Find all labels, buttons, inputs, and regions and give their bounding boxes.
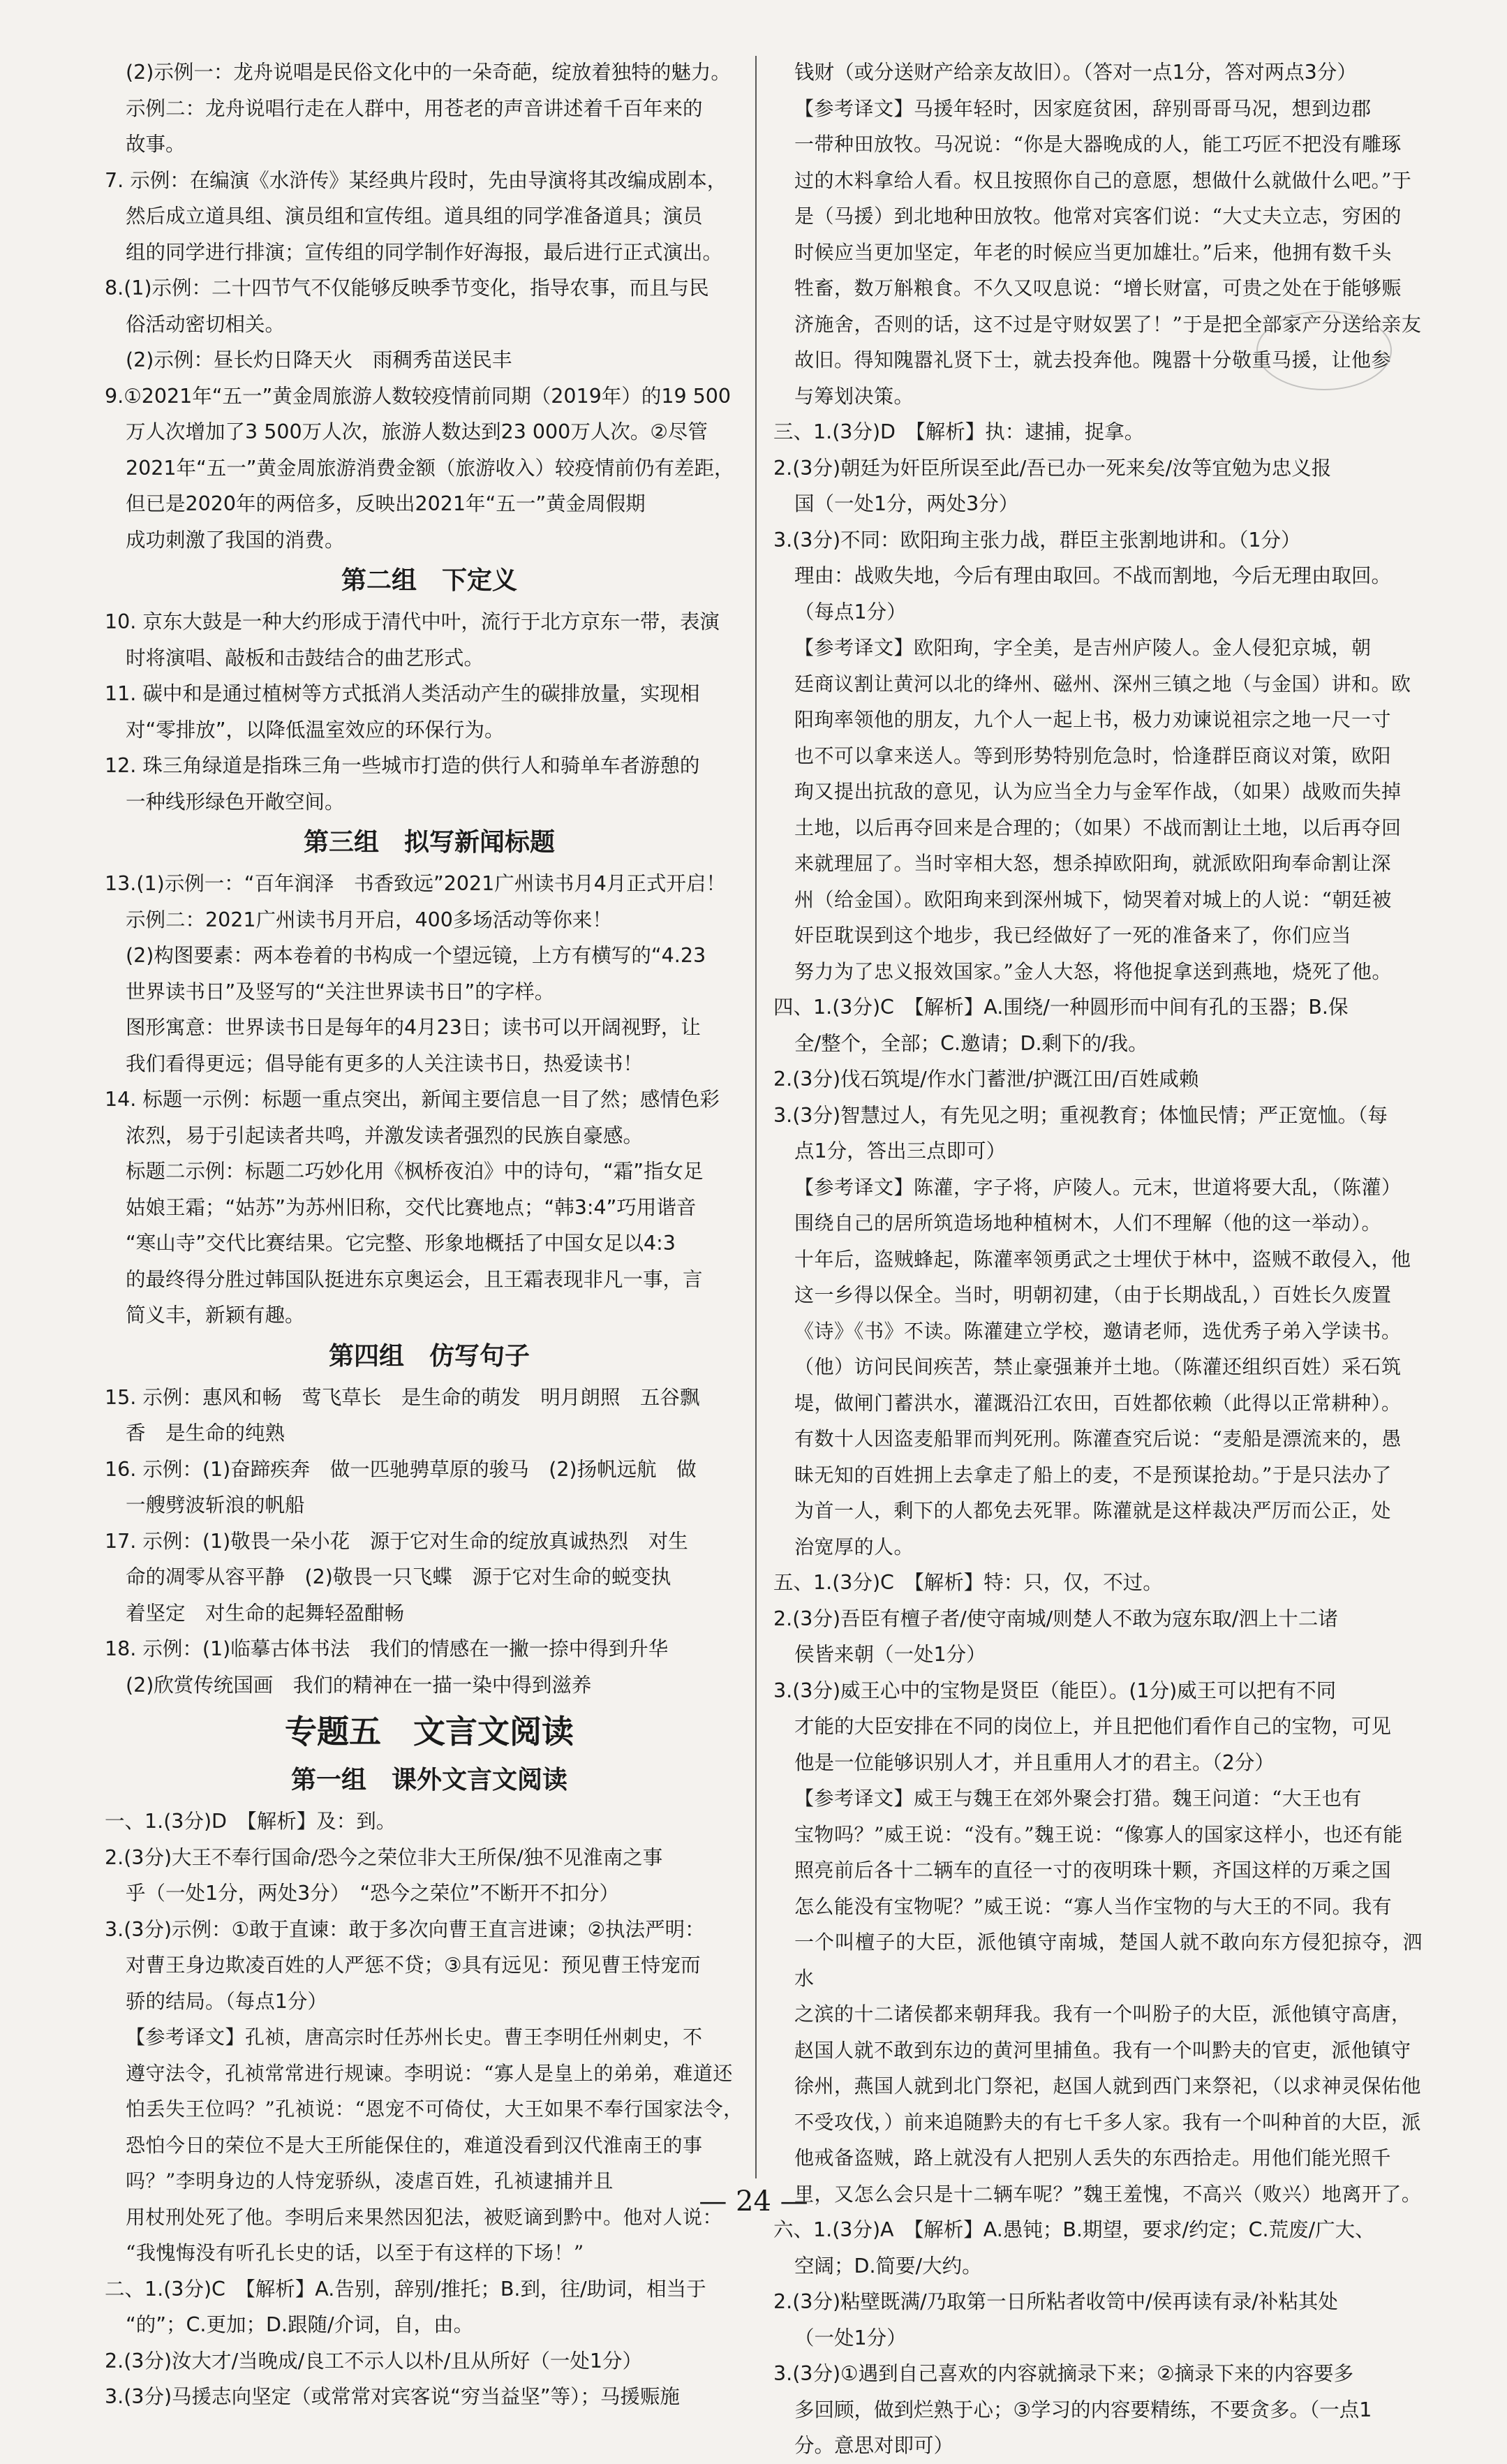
answer-line: 简义丰，新颖有趣。 — [126, 1304, 305, 1327]
answer-line: 时将演唱、敲板和击鼓结合的曲艺形式。 — [126, 646, 484, 670]
answer-line: 2.(3分)伐石筑堤/作水门蓄泄/护溉江田/百姓咸赖 — [773, 1068, 1199, 1091]
answer-line: 理由：战败失地，今后有理由取回。不战而割地，今后无理由取回。 — [794, 564, 1392, 587]
answer-line: 3.(3分)示例：①敢于直谏：敢于多次向曹王直言进谏；②执法严明： — [105, 1917, 705, 1941]
translation-line: 来就理屈了。当时宰相大怒，想杀掉欧阳珣，就派欧阳珣奉命割让深 — [794, 852, 1392, 875]
translation-line: 也不可以拿来送人。等到形势特别危急时，恰逢群臣商议对策，欧阳 — [794, 744, 1392, 767]
answer-line: 3.(3分)不同：欧阳珣主张力战，群臣主张割地讲和。（1分） — [773, 528, 1301, 552]
group-heading: 第三组 拟写新闻标题 — [303, 828, 555, 857]
answer-line: (2)构图要素：两本卷着的书构成一个望远镜，上方有横写的“4.23 — [126, 944, 706, 967]
column-divider — [755, 56, 757, 2178]
answer-line: 钱财（或分送财产给亲友故旧）。（答对一点1分，答对两点3分） — [794, 61, 1357, 84]
answer-line: 浓烈，易于引起读者共鸣，并激发读者强烈的民族自豪感。 — [126, 1123, 644, 1147]
answer-line: 骄的结局。（每点1分） — [126, 1989, 327, 2013]
right-column — [773, 54, 1423, 2464]
translation-line: 吗？”李明身边的人恃宠骄纵，凌虐百姓，孔祯逮捕并且 — [126, 2169, 614, 2192]
answer-line: 一艘劈波斩浪的帆船 — [126, 1493, 305, 1517]
answer-line: 我们看得更远；倡导能有更多的人关注读书日，热爱读书！ — [126, 1052, 644, 1075]
translation-line: 【参考译文】欧阳珣，字全美，是吉州庐陵人。金人侵犯京城，朝 — [794, 636, 1372, 659]
answer-line: （每点1分） — [794, 600, 907, 624]
answer-line: 分。意思对即可） — [794, 2434, 954, 2457]
answer-line: 点1分，答出三点即可） — [794, 1139, 1007, 1163]
answer-line: 六、1.(3分)A 【解析】A.愚钝；B.期望，要求/约定；C.荒废/广大、 — [773, 2218, 1375, 2241]
answer-line: 11. 碳中和是通过植树等方式抵消人类活动产生的碳排放量，实现相 — [105, 682, 700, 705]
translation-line: 堤，做闸门蓄洪水，灌溉沿江农田，百姓都依赖（此得以正常耕种）。 — [794, 1391, 1402, 1415]
answer-line: 侯皆来朝（一处1分） — [794, 1643, 986, 1666]
answer-line: 五、1.(3分)C 【解析】特：只，仅，不过。 — [773, 1571, 1163, 1594]
translation-line: 阳珣率领他的朋友，九个人一起上书，极力劝谏说祖宗之地一尺一寸 — [794, 708, 1392, 731]
page-number: — 24 — — [699, 2185, 808, 2218]
answer-line: 着坚定 对生命的起舞轻盈酣畅 — [126, 1601, 405, 1625]
answer-line: 3.(3分)①遇到自己喜欢的内容就摘录下来；②摘录下来的内容要多 — [773, 2362, 1354, 2385]
answer-line: 13.(1)示例一：“百年润泽 书香致远”2021广州读书月4月正式开启！ — [105, 872, 726, 895]
answer-line: 2.(3分)大王不奉行国命/恐今之荣位非大王所保/独不见淮南之事 — [105, 1845, 663, 1869]
translation-line: 一带种田放牧。马况说：“你是大器晚成的人，能工巧匠不把没有雕琢 — [794, 133, 1402, 156]
translation-line: 时候应当更加坚定，年老的时候应当更加雄壮。”后来，他拥有数千头 — [794, 240, 1392, 264]
answer-line: 香 是生命的纯熟 — [126, 1422, 285, 1445]
left-column — [105, 54, 754, 2415]
translation-line: 怕丢失王位吗？”孔祯说：“恩宠不可倚仗，大王如果不奉行国家法令， — [126, 2097, 743, 2120]
translation-line: 奸臣耽误到这个地步，我已经做好了一死的准备来了，你们应当 — [794, 924, 1352, 947]
answer-line: 乎（一处1分，两处3分） “恐今之荣位”不断开不扣分） — [126, 1882, 620, 1905]
translation-line: 之滨的十二诸侯都来朝拜我。我有一个叫肦子的大臣，派他镇守高唐， — [794, 2002, 1411, 2026]
translation-line: 过的木料拿给人看。权且按照你自己的意愿，想做什么就做什么吧。”于 — [794, 168, 1412, 192]
translation-line: “我愧悔没有听孔长史的话，以至于有这样的下场！” — [126, 2241, 584, 2264]
answer-line: 一种线形绿色开敞空间。 — [126, 790, 345, 813]
answer-line: 姑娘王霜；“姑苏”为苏州旧称，交代比赛地点；“韩3:4”巧用谐音 — [126, 1195, 697, 1219]
translation-line: 十年后，盗贼蜂起，陈灌率领勇武之士埋伏于林中，盗贼不敢侵入，他 — [794, 1247, 1411, 1271]
translation-line: 努力为了忠义报效国家。”金人大怒，将他捉拿送到燕地，烧死了他。 — [794, 959, 1392, 983]
translation-line: 遵守法令，孔祯常常进行规谏。李明说：“寡人是皇上的弟弟，难道还 — [126, 2061, 733, 2085]
translation-line: 围绕自己的居所筑造场地种植树木，人们不理解（他的这一举动）。 — [794, 1211, 1382, 1234]
answer-line: 示例二：龙舟说唱行走在人群中，用苍老的声音讲述着千百年来的 — [126, 96, 703, 120]
translation-line: （他）访问民间疾苦，禁止豪强兼并土地。（陈灌还组织百姓）采石筑 — [794, 1355, 1402, 1378]
answer-line: 2.(3分)汝大才/当晚成/良工不示人以朴/且从所好（一处1分） — [105, 2349, 643, 2373]
answer-line: 3.(3分)智慧过人，有先见之明；重视教育；体恤民情；严正宽恤。（每 — [773, 1103, 1388, 1127]
answer-line: 对曹王身边欺凌百姓的人严惩不贷；③具有远见：预见曹王恃宠而 — [126, 1954, 701, 1977]
answer-line: 多回顾，做到烂熟于心；③学习的内容要精练，不要贪多。（一点1 — [794, 2398, 1372, 2421]
answer-line: 他是一位能够识别人才，并且重用人才的君主。（2分） — [794, 1750, 1275, 1774]
translation-line: 故旧。得知隗嚣礼贤下士，就去投奔他。隗嚣十分敬重马援，让他参 — [794, 348, 1392, 371]
answer-line: 3.(3分)马援志向坚定（或常常对宾客说“穷当益坚”等）；马援赈施 — [105, 2385, 680, 2408]
translation-line: 济施舍，否则的话，这不过是守财奴罢了！”于是把全部家产分送给亲友 — [794, 312, 1422, 336]
answer-line: 空阔；D.简要/大约。 — [794, 2254, 982, 2278]
translation-line: 宝物吗？”威王说：“没有。”魏王说：“像寡人的国家这样小，也还有能 — [794, 1822, 1403, 1846]
translation-line: 《诗》《书》不读。陈灌建立学校，邀请老师，选优秀子弟入学读书。 — [794, 1319, 1402, 1343]
translation-line: 赵国人就不敢到东边的黄河里捕鱼。我有一个叫黔夫的官吏，派他镇守 — [794, 2038, 1411, 2062]
translation-line: 用杖刑处死了他。李明后来果然因犯法，被贬谪到黔中。他对人说： — [126, 2205, 723, 2229]
answer-line: 10. 京东大鼓是一种大约形成于清代中叶，流行于北方京东一带，表演 — [105, 610, 720, 633]
answer-line: （一处1分） — [794, 2326, 907, 2349]
translation-line: 徐州，燕国人就到北门祭祀，赵国人就到西门来祭祀，（以求神灵保佑他 — [794, 2074, 1422, 2097]
answer-line: 四、1.(3分)C 【解析】A.围绕/一种圆形而中间有孔的玉器；B.保 — [773, 996, 1349, 1019]
answer-line: 故事。 — [126, 133, 186, 156]
translation-line: 是（马援）到北地种田放牧。他常对宾客们说：“大丈夫立志，穷困的 — [794, 205, 1402, 228]
section-heading: 专题五 文言文阅读 — [285, 1713, 574, 1750]
answer-line: 俗活动密切相关。 — [126, 312, 285, 336]
group-heading: 第四组 仿写句子 — [328, 1341, 530, 1371]
answer-line: 万人次增加了3 500万人次，旅游人数达到23 000万人次。②尽管 — [126, 420, 708, 443]
answer-line: 14. 标题一示例：标题一重点突出，新闻主要信息一目了然；感情色彩 — [105, 1088, 720, 1111]
answer-line: 命的凋零从容平静 (2)敬畏一只飞蝶 源于它对生命的蜕变执 — [126, 1565, 671, 1588]
translation-line: 【参考译文】孔祯，唐高宗时任苏州长史。曹王李明任州刺史，不 — [126, 2026, 703, 2049]
answer-line: 的最终得分胜过韩国队挺进东京奥运会，且王霜表现非凡一事，言 — [126, 1267, 703, 1291]
answer-line: 2.(3分)粘壁既满/乃取第一日所粘者收笥中/侯再读有录/补粘其处 — [773, 2290, 1338, 2313]
answer-line: 全/整个，全部；C.邀请；D.剩下的/我。 — [794, 1031, 1148, 1055]
answer-line: 然后成立道具组、演员组和宣传组。道具组的同学准备道具；演员 — [126, 205, 703, 228]
answer-line: 17. 示例：(1)敬畏一朵小花 源于它对生命的绽放真诚热烈 对生 — [105, 1529, 688, 1553]
translation-line: 这一乡得以保全。当时，明朝初建，（由于长期战乱，）百姓长久废置 — [794, 1283, 1392, 1306]
translation-line: 与筹划决策。 — [794, 384, 914, 408]
answer-line: 组的同学进行排演；宣传组的同学制作好海报，最后进行正式演出。 — [126, 240, 723, 264]
answer-line: “寒山寺”交代比赛结果。它完整、形象地概括了中国女足以4:3 — [126, 1232, 676, 1255]
translation-line: 【参考译文】陈灌，字子将，庐陵人。元末，世道将要大乱，（陈灌） — [794, 1175, 1402, 1199]
answer-line: 图形寓意：世界读书日是每年的4月23日；读书可以开阔视野，让 — [126, 1016, 701, 1039]
answer-line: 才能的大臣安排在不同的岗位上，并且把他们看作自己的宝物，可见 — [794, 1715, 1392, 1738]
answer-line: 3.(3分)威王心中的宝物是贤臣（能臣）。(1分)威王可以把有不同 — [773, 1679, 1337, 1702]
answer-line: 9.①2021年“五一”黄金周旅游人数较疫情前同期（2019年）的19 500 — [105, 384, 732, 408]
translation-line: 【参考译文】马援年轻时，因家庭贫困，辞别哥哥马况，想到边郡 — [794, 96, 1372, 120]
answer-line: 16. 示例：(1)奋蹄疾奔 做一匹驰骋草原的骏马 (2)扬帆远航 做 — [105, 1457, 697, 1481]
answer-line: 标题二示例：标题二巧妙化用《枫桥夜泊》中的诗句，“霜”指女足 — [126, 1160, 704, 1183]
translation-line: 州（给金国）。欧阳珣来到深州城下，恸哭着对城上的人说：“朝廷被 — [794, 887, 1392, 911]
answer-line: 国（一处1分，两处3分） — [794, 492, 1019, 515]
translation-line: 一个叫檀子的大臣，派他镇守南城，楚国人就不敢向东方侵犯掠夺，泗水 — [794, 1931, 1423, 1990]
translation-line: 牲畜，数万斛粮食。不久又叹息说：“增长财富，可贵之处在于能够赈 — [794, 276, 1402, 300]
answer-line: (2)欣赏传统国画 我们的精神在一描一染中得到滋养 — [126, 1673, 592, 1697]
translation-line: 廷商议割让黄河以北的绛州、磁州、深州三镇之地（与金国）讲和。欧 — [794, 672, 1411, 695]
answer-line: 一、1.(3分)D 【解析】及：到。 — [105, 1810, 396, 1833]
answer-line: 二、1.(3分)C 【解析】A.告别，辞别/推托；B.到，往/助词，相当于 — [105, 2277, 706, 2301]
translation-line: 不受攻伐，）前来追随黔夫的有七千多人家。我有一个叫种首的大臣，派 — [794, 2110, 1422, 2134]
answer-line: 8.(1)示例：二十四节气不仅能够反映季节变化，指导农事，而且与民 — [105, 276, 709, 300]
group-heading: 第二组 下定义 — [341, 566, 517, 595]
translation-line: 照亮前后各十二辆车的直径一寸的夜明珠十颗，齐国这样的万乘之国 — [794, 1859, 1392, 1882]
answer-line: 2021年“五一”黄金周旅游消费金额（旅游收入）较疫情前仍有差距， — [126, 456, 734, 480]
translation-line: 治宽厚的人。 — [794, 1535, 914, 1558]
answer-line: 世界读书日”及竖写的“关注世界读书日”的字样。 — [126, 980, 555, 1003]
answer-line: “的”；C.更加；D.跟随/介词，自，由。 — [126, 2313, 474, 2336]
translation-line: 怎么能没有宝物呢？”威王说：“寡人当作宝物的与大王的不同。我有 — [794, 1894, 1393, 1918]
translation-line: 恐怕今日的荣位不是大王所能保住的，难道没看到汉代淮南王的事 — [126, 2133, 703, 2157]
translation-line: 他戒备盗贼，路上就没有人把别人丢失的东西拾走。用他们能光照千 — [794, 2146, 1392, 2169]
translation-line: 土地，以后再夺回来是合理的；（如果）不战而割让土地，以后再夺回 — [794, 816, 1402, 839]
answer-line: 2.(3分)朝廷为奸臣所误至此/吾已办一死来矣/汝等宜勉为忠义报 — [773, 456, 1332, 480]
translation-line: 珣又提出抗敌的意见，认为应当全力与金军作战，（如果）战败而失掉 — [794, 780, 1402, 803]
answer-line: 18. 示例：(1)临摹古体书法 我们的情感在一撇一捺中得到升华 — [105, 1637, 669, 1660]
translation-line: 昧无知的百姓拥上去拿走了船上的麦，不是预谋抢劫。”于是只法办了 — [794, 1463, 1392, 1486]
answer-line: 三、1.(3分)D 【解析】执：逮捕，捉拿。 — [773, 420, 1145, 443]
faint-stamp-mark — [1256, 311, 1392, 390]
answer-line: (2)示例：昼长灼日降天火 雨稠秀苗送民丰 — [126, 348, 512, 371]
answer-line: 7. 示例：在编演《水浒传》某经典片段时，先由导演将其改编成剧本， — [105, 168, 727, 192]
answer-line: 2.(3分)吾臣有檀子者/使守南城/则楚人不敢为寇东取/泗上十二诸 — [773, 1607, 1338, 1630]
group-heading: 第一组 课外文言文阅读 — [290, 1766, 567, 1794]
translation-line: 里，又怎么会只是十二辆车呢？”魏王羞愧，不高兴（败兴）地离开了。 — [794, 2182, 1422, 2206]
answer-line: 成功刺激了我国的消费。 — [126, 528, 345, 552]
answer-line: 对“零排放”，以降低温室效应的环保行为。 — [126, 718, 505, 742]
translation-line: 有数十人因盗麦船罪而判死刑。陈灌查究后说：“麦船是漂流来的，愚 — [794, 1427, 1402, 1450]
answer-line: 15. 示例：惠风和畅 莺飞草长 是生命的萌发 明月朗照 五谷飘 — [105, 1385, 700, 1409]
translation-line: 【参考译文】威王与魏王在郊外聚会打猎。魏王问道：“大王也有 — [794, 1787, 1362, 1810]
answer-line: (2)示例一：龙舟说唱是民俗文化中的一朵奇葩，绽放着独特的魅力。 — [126, 61, 731, 84]
answer-line: 12. 珠三角绿道是指珠三角一些城市打造的供行人和骑单车者游憩的 — [105, 754, 700, 777]
answer-line: 但已是2020年的两倍多，反映出2021年“五一”黄金周假期 — [126, 492, 646, 515]
translation-line: 为首一人，剩下的人都免去死罪。陈灌就是这样裁决严厉而公正，处 — [794, 1499, 1392, 1522]
answer-line: 示例二：2021广州读书月开启，400多场活动等你来！ — [126, 908, 612, 931]
